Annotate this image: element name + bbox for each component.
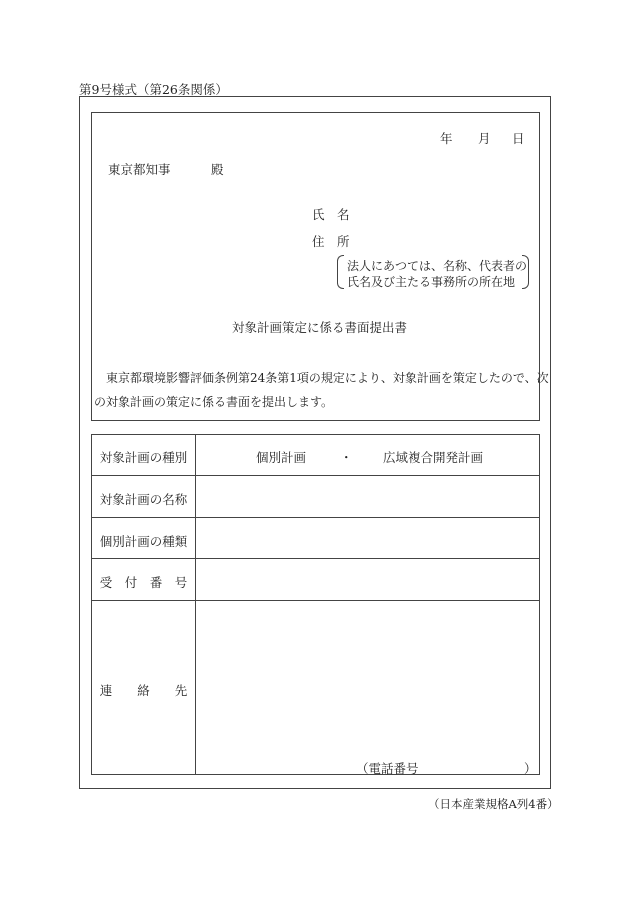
note-open-bracket <box>337 255 344 289</box>
applicant-name-label: 氏 名 <box>312 207 350 222</box>
details-table <box>91 434 540 775</box>
table-row-divider <box>92 475 539 476</box>
note-line-1: 法人にあつては、名称、代表者の <box>347 259 528 273</box>
document-title: 対象計画策定に係る書面提出書 <box>232 320 408 335</box>
row-label-plan-type: 対象計画の種別 <box>99 450 188 465</box>
date-month-label: 月 <box>478 131 491 146</box>
addressee-honorific: 殿 <box>211 162 224 177</box>
row-label-plan-name: 対象計画の名称 <box>99 492 188 507</box>
date-day-label: 日 <box>512 131 525 146</box>
addressee-name: 東京都知事 <box>108 162 171 177</box>
table-column-divider <box>195 435 196 774</box>
date-year-label: 年 <box>440 131 453 146</box>
table-row-divider <box>92 517 539 518</box>
plan-type-individual: 個別計画 <box>256 450 307 465</box>
body-text-line-1: 東京都環境影響評価条例第24条第1項の規定により、対象計画を策定したので、次 <box>106 371 549 385</box>
table-row-divider <box>92 600 539 601</box>
form-number-label: 第9号様式（第26条関係） <box>79 82 228 97</box>
note-line-2: 氏名及び主たる事務所の所在地 <box>347 275 516 289</box>
body-text-line-2: の対象計画の策定に係る書面を提出します。 <box>94 395 334 409</box>
corporation-note <box>337 255 529 291</box>
phone-number-label: （電話番号 <box>356 761 419 776</box>
plan-type-separator: ・ <box>340 450 353 465</box>
plan-type-regional: 広域複合開発計画 <box>383 450 484 465</box>
paper-size-note: （日本産業規格A列4番） <box>428 797 559 811</box>
phone-number-close: ） <box>524 761 537 776</box>
row-label-individual-plan-kind: 個別計画の種類 <box>99 534 188 549</box>
row-label-reception-number: 受 付 番 号 <box>99 575 188 590</box>
row-label-contact: 連 絡 先 <box>99 683 188 698</box>
applicant-address-label: 住 所 <box>312 234 350 249</box>
table-row-divider <box>92 558 539 559</box>
